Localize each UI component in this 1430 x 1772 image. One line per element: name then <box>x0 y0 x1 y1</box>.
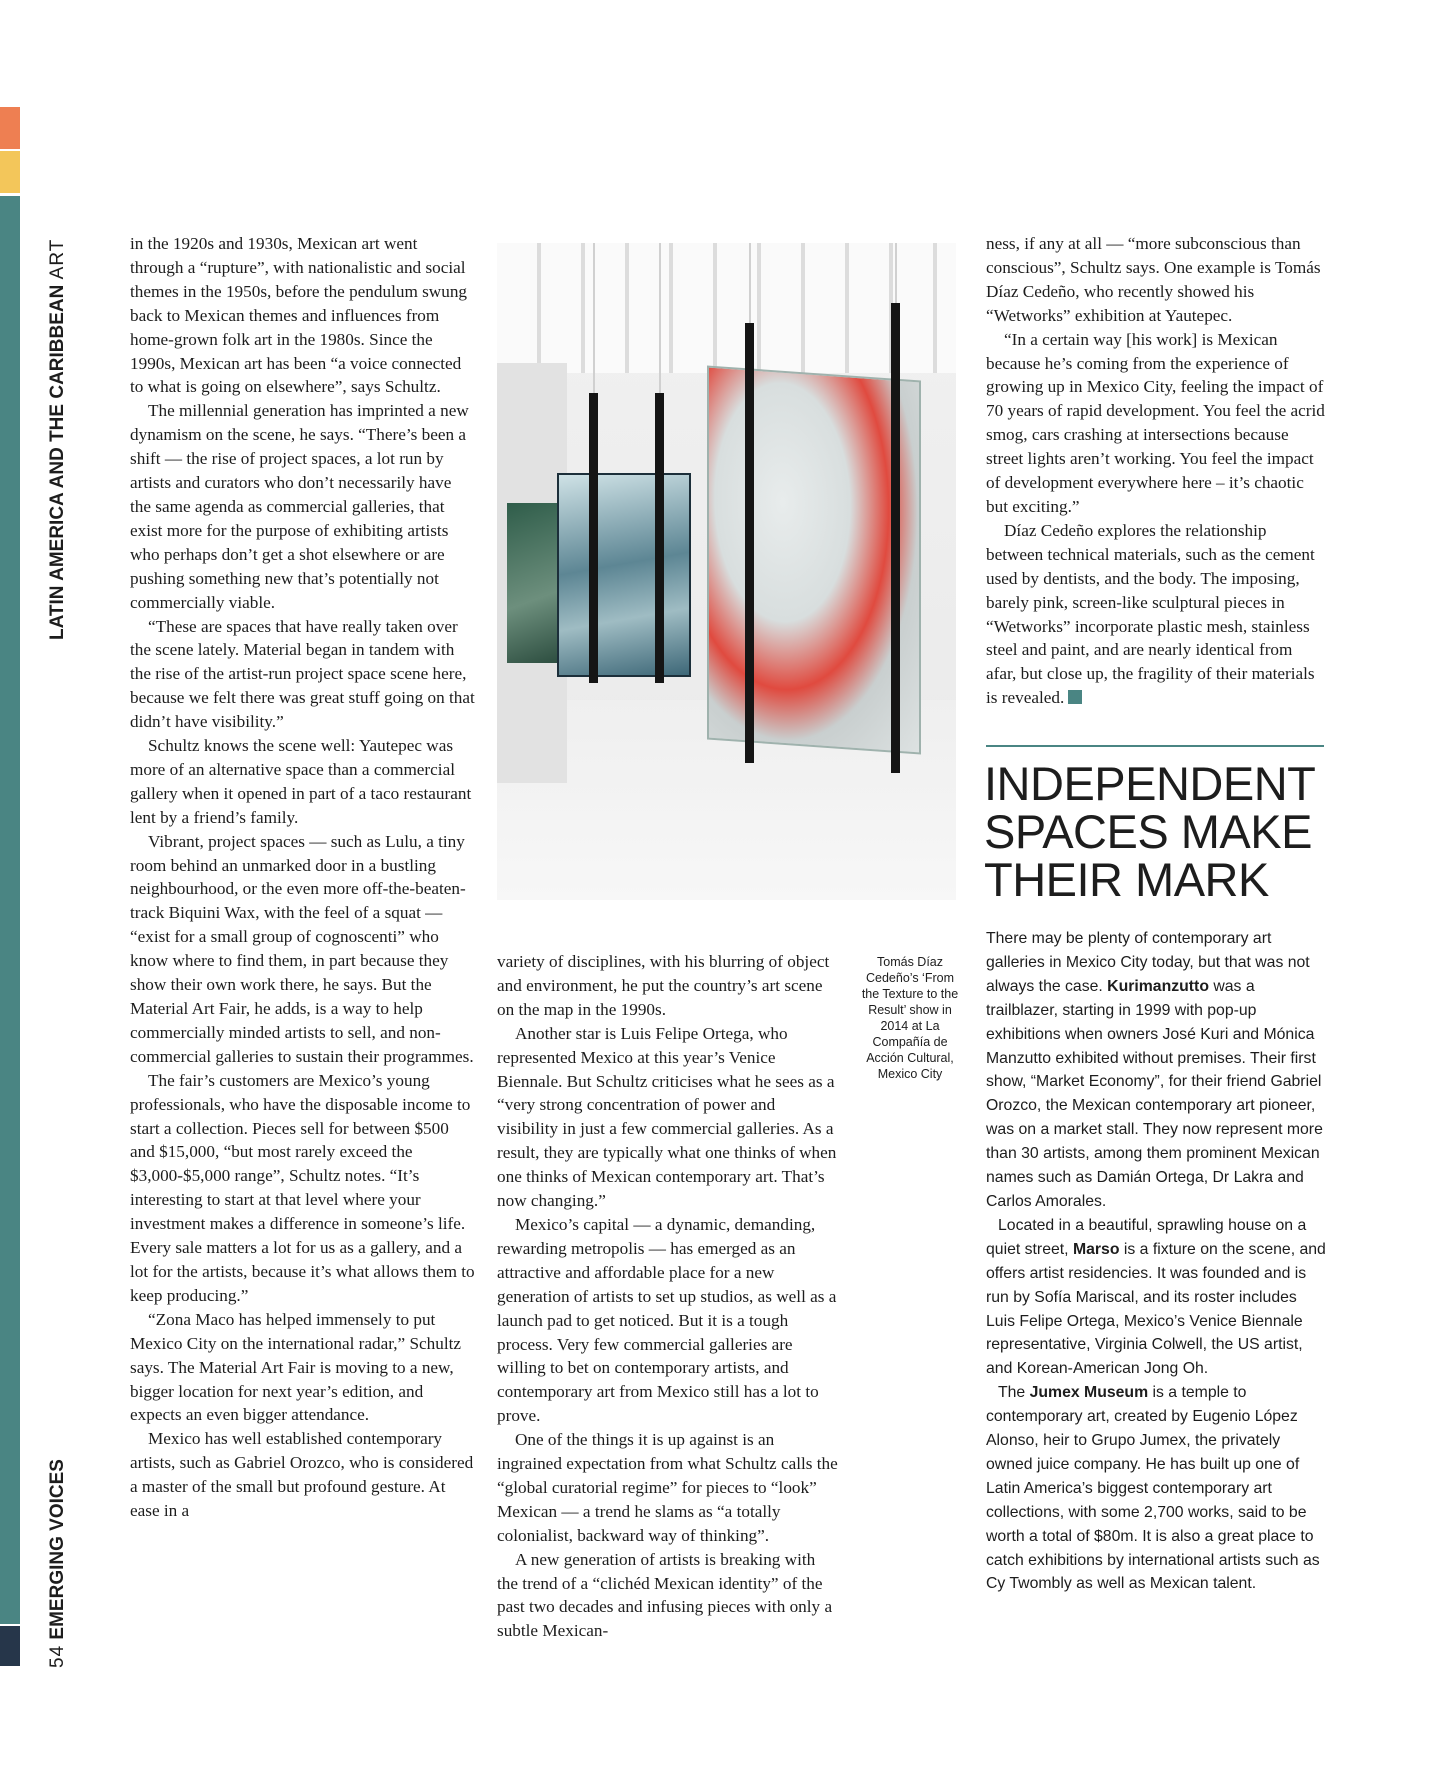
hanging-wire <box>749 243 751 325</box>
hanging-wire <box>895 243 897 305</box>
gallery-name: Kurimanzutto <box>1107 977 1209 995</box>
paragraph: “Zona Maco has helped immensely to put Mexico City on the international radar,” Schultz says. The Material Art Fair is moving to a new, bigger location for next year’s edition, and expects an even bigger attendance. <box>130 1309 462 1425</box>
paragraph: variety of disciplines, with his blurring of object and environment, he put the country’s art scene on the map in the 1990s. <box>497 952 830 1019</box>
gallery-photo <box>497 243 956 900</box>
accent-strip-teal <box>0 196 20 1624</box>
hanging-wire <box>593 243 595 395</box>
section-running-head <box>47 239 69 640</box>
article-column-2 <box>497 950 840 1643</box>
text-run: is a fixture on the scene, and offers artist residencies. It was founded and is run by Sofía Mariscal, and its roster includes Luis Felipe Ortega, Mexico’s Venice Biennale representative, Virginia Colwell, the US artist, and Korean-American Jong Oh. <box>986 1240 1326 1378</box>
page-number: 54 <box>47 1644 68 1668</box>
paragraph: The fair’s customers are Mexico’s young professionals, who have the disposable income to start a collection. Pieces sell for between $500 and $15,000, “but most rarely exceed the $3,000-$5,000 range”, Schultz notes. “It’s interesting to start at that level where your investment makes a difference in someone’s life. Every sale matters a lot for us as a gallery, and a lot for the artists, because it’s what allows them to keep producing.” <box>130 1070 475 1305</box>
article-column-1 <box>130 232 475 1523</box>
paragraph: The millennial generation has imprinted a new dynamism on the scene, he says. “There’s been a shift — the rise of project spaces, a lot run by artists and curators who don’t necessarily have the same agenda as commercial galleries, that exist more for the purpose of exhibiting artists who perhaps don’t get a shot elsewhere or are pushing something new that’s potentially not commercially viable. <box>130 401 469 612</box>
paragraph: “These are spaces that have really taken over the scene lately. Material began in tandem with the rise of the artist-run project space scene here, because we felt there was great stuff going on that didn’t have visibility.” <box>130 616 475 732</box>
gallery-name: Marso <box>1072 1240 1120 1258</box>
paragraph: A new generation of artists is breaking with the trend of a “clichéd Mexican identity” of the past two decades and infusing pieces with only a subtle Mexican- <box>497 1549 833 1641</box>
artwork-panel-red <box>707 366 921 755</box>
photo-caption: Tomás Díaz Cedeño’s ‘From the Texture to the Result’ show in 2014 at La Compañía de Acción Cultural, Mexico City <box>861 955 959 1081</box>
paragraph: in the 1920s and 1930s, Mexican art went through a “rupture”, with nationalistic and social themes in the 1950s, before the pendulum swung back to Mexican themes and influences from home-grown folk art in the 1980s. Since the 1990s, Mexican art has been “a voice connected to what is going on elsewhere”, says Schultz. <box>130 234 468 397</box>
section-topic: ART <box>47 238 68 280</box>
end-of-article-mark <box>1068 690 1082 704</box>
hanging-strap <box>745 323 754 763</box>
hanging-strap <box>655 393 664 683</box>
paragraph: ness, if any at all — “more subconscious than conscious”, Schultz says. One example is Tomás Díaz Cedeño, who recently showed his “Wetworks” exhibition at Yautepec. <box>986 234 1321 325</box>
section-name: LATIN AMERICA AND THE CARIBBEAN <box>47 284 68 640</box>
sidebar-heading: INDEPENDENT SPACES MAKE THEIR MARK <box>984 757 1315 906</box>
text-run: is a temple to contemporary art, created by Eugenio López Alonso, heir to Grupo Jumex, the privately owned juice company. He has built up one of Latin America’s biggest contemporary art collections, with some 2,700 works, said to be worth a total of $80m. It is also a great place to catch exhibitions by international artists such as Cy Twombly as well as Mexican talent. <box>986 1384 1320 1593</box>
artwork-panel-green <box>507 503 557 663</box>
paragraph: Vibrant, project spaces — such as Lulu, a tiny room behind an unmarked door in a bustling neighbourhood, or the even more off-the-beaten-track Biquini Wax, with the feel of a squat — “exist for a small group of cognoscenti” who know where to find them, in part because they show their own work there, he says. But the Material Art Fair, he adds, is a way to help commercially minded artists to sell, and non-commercial galleries to sustain their programmes. <box>130 831 474 1066</box>
paragraph-text: Díaz Cedeño explores the relationship between technical materials, such as the cement used by dentists, and the body. The imposing, barely pink, screen-like sculptural pieces in “Wetworks” incorporate plastic mesh, stainless steel and paint, and are nearly identical from afar, but close up, the fragility of their materials is revealed. <box>986 520 1315 708</box>
paragraph: Mexico has well established contemporary artists, such as Gabriel Orozco, who is considered a master of the small but profound gesture. At ease in a <box>130 1429 474 1521</box>
hanging-strap <box>891 303 900 773</box>
artwork-panel-blue <box>557 473 691 677</box>
gallery-name: Jumex Museum <box>1029 1384 1149 1402</box>
text-run: The <box>998 1384 1030 1402</box>
accent-strip-navy <box>0 1626 20 1666</box>
sidebar-divider <box>986 745 1324 747</box>
text-run: was a trailblazer, starting in 1999 with pop-up exhibitions when owners José Kuri and Mónica Manzutto exhibited without premises. Their first show, “Market Economy”, for their friend Gabriel Orozco, the Mexican contemporary art pioneer, was on a market stall. They now represent more than 30 artists, among them prominent Mexican names such as Damián Ortega, Dr Lakra and Carlos Amorales. <box>986 977 1323 1210</box>
accent-strip-yellow <box>0 151 20 193</box>
hanging-wire <box>659 243 661 395</box>
hanging-strap <box>589 393 598 683</box>
paragraph: “In a certain way [his work] is Mexican because he’s coming from the experience of growing up in Mexico City, feeling the impact of 70 years of rapid development. You feel the acrid smog, cars crashing at intersections because street lights aren’t working. You feel the impact of development everywhere here – it’s chaotic but exciting.” <box>986 329 1325 516</box>
paragraph: Mexico’s capital — a dynamic, demanding, rewarding metropolis — has emerged as an attractive and affordable place for a new generation of artists to set up studios, as well as a launch pad to get noticed. But it is a tough process. Very few commercial galleries are willing to bet on contemporary artists, and contemporary art from Mexico still has a lot to prove. <box>497 1214 837 1426</box>
folio-running-head <box>47 1459 69 1668</box>
article-column-3 <box>986 232 1326 710</box>
sidebar-paragraph <box>986 1214 1326 1381</box>
publication-section: EMERGING VOICES <box>47 1459 68 1640</box>
text-run: There may be plenty of contemporary art galleries in Mexico City today, but that was not always the case. <box>986 930 1310 995</box>
photo-ceiling <box>497 243 956 373</box>
sidebar-paragraph <box>986 1381 1326 1596</box>
paragraph: One of the things it is up against is an ingrained expectation from what Schultz calls the “global curatorial regime” for pieces to “look” Mexican — a trend he slams as “a totally colonialist, backward way of thinking”. <box>497 1430 838 1545</box>
paragraph <box>986 519 1326 710</box>
paragraph: Another star is Luis Felipe Ortega, who represented Mexico at this year’s Venice Biennale. But Schultz criticises what he sees as a “very strong concentration of power and visibility in just a few commercial galleries. As a result, they are typically what one thinks of when one thinks of Mexican contemporary art. That’s now changing.” <box>497 1023 837 1211</box>
sidebar-body <box>986 927 1326 1596</box>
sidebar-paragraph <box>986 927 1326 1214</box>
text-run: Located in a beautiful, sprawling house on a quiet street, <box>986 1216 1307 1258</box>
paragraph: Schultz knows the scene well: Yautepec was more of an alternative space than a commercial gallery when it opened in part of a taco restaurant lent by a friend’s family. <box>130 736 472 827</box>
accent-strip-orange <box>0 107 20 149</box>
